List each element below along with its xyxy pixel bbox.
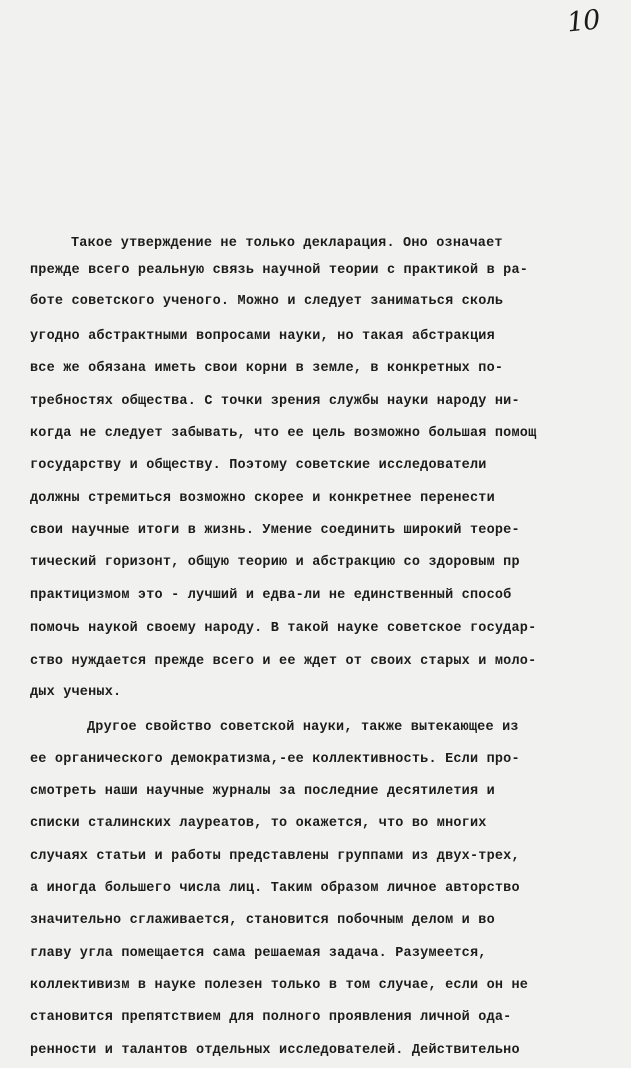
- text-line: Такое утверждение не только декларация. Оно означает: [71, 236, 503, 251]
- text-line: когда не следует забывать, что ее цель возможно большая помощ: [30, 426, 537, 441]
- text-line: коллективизм в науке полезен только в том случае, если он не: [30, 978, 529, 993]
- text-line: смотреть наши научные журналы за последние десятилетия и: [30, 784, 495, 799]
- text-line: помочь наукой своему народу. В такой науке советское государ-: [30, 621, 537, 636]
- text-line: случаях статьи и работы представлены группами из двух-трех,: [30, 849, 520, 864]
- text-line: государству и обществу. Поэтому советские исследователи: [30, 458, 487, 473]
- text-line: значительно сглаживается, становится побочным делом и во: [30, 913, 495, 928]
- text-line: свои научные итоги в жизнь. Умение соединить широкий теоре-: [30, 523, 520, 538]
- text-line: становится препятствием для полного проявления личной ода-: [30, 1010, 512, 1025]
- text-line: Другое свойство советской науки, также вытекающее из: [87, 720, 519, 735]
- text-line: списки сталинских лауреатов, то окажется, что во многих: [30, 816, 487, 831]
- text-line: а иногда большего числа лиц. Таким образом личное авторство: [30, 881, 520, 896]
- text-line: ее органического демократизма,-ее коллективность. Если про-: [30, 752, 520, 767]
- text-line: главу угла помещается сама решаемая задача. Разумеется,: [30, 946, 487, 961]
- text-line: прежде всего реальную связь научной теории с практикой в ра-: [30, 263, 529, 278]
- page-number: 10: [565, 4, 601, 39]
- text-line: угодно абстрактными вопросами науки, но такая абстракция: [30, 329, 495, 344]
- text-line: дых ученых.: [30, 685, 122, 700]
- text-line: требностях общества. С точки зрения службы науки народу ни-: [30, 394, 520, 409]
- text-line: тический горизонт, общую теорию и абстракцию со здоровым пр: [30, 555, 520, 570]
- text-line: ство нуждается прежде всего и ее ждет от своих старых и моло-: [30, 654, 537, 669]
- text-line: все же обязана иметь свои корни в земле, в конкретных по-: [30, 361, 504, 376]
- text-line: ренности и талантов отдельных исследователей. Действительно: [30, 1043, 520, 1058]
- text-line: практицизмом это - лучший и едва-ли не единственный способ: [30, 588, 512, 603]
- text-line: боте советского ученого. Можно и следует заниматься сколь: [30, 294, 504, 309]
- text-line: должны стремиться возможно скорее и конкретнее перенести: [30, 491, 495, 506]
